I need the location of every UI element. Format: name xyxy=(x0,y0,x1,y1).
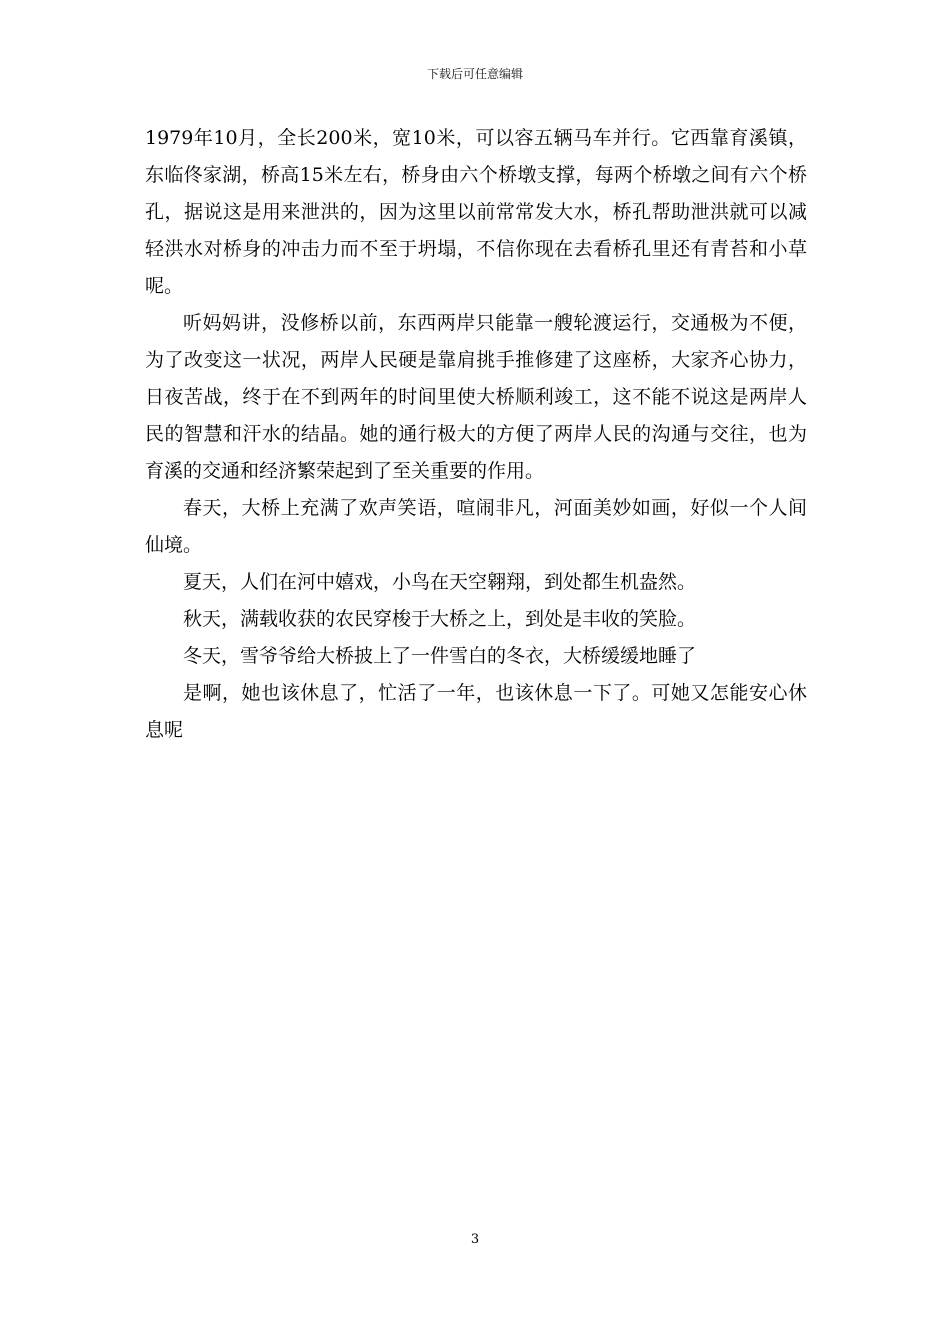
page-number: 3 xyxy=(470,1232,480,1247)
paragraph-5: 秋天，满载收获的农民穿梭于大桥之上，到处是丰收的笑脸。 xyxy=(183,608,697,630)
document-body xyxy=(145,120,807,749)
page-header: 下载后可任意编辑 xyxy=(426,67,523,81)
paragraph-1: 1979年10月，全长200米，宽10米，可以容五辆马车并行。它西靠育溪镇，东临佟家湖，桥高15米左右，桥身由六个桥墩支撑，每两个桥墩之间有六个桥孔，据说这是用来泄洪的，因为这里以前常常发大水，桥孔帮助泄洪就可以减轻洪水对桥身的冲击力而不至于坍塌，不信你现在去看桥孔里还有青苔和小草呢。 xyxy=(145,127,807,297)
paragraph-7: 是啊，她也该休息了，忙活了一年，也该休息一下了。可她又怎能安心休息呢 xyxy=(145,682,807,741)
paragraph-3: 春天，大桥上充满了欢声笑语，喧闹非凡，河面美妙如画，好似一个人间仙境。 xyxy=(145,497,807,556)
paragraph-6: 冬天，雪爷爷给大桥披上了一件雪白的冬衣，大桥缓缓地睡了 xyxy=(183,645,697,667)
paragraph-2: 听妈妈讲，没修桥以前，东西两岸只能靠一艘轮渡运行，交通极为不便，为了改变这一状况，两岸人民硬是靠肩挑手推修建了这座桥，大家齐心协力，日夜苦战，终于在不到两年的时间里使大桥顺利竣工，这不能不说这是两岸人民的智慧和汗水的结晶。她的通行极大的方便了两岸人民的沟通与交往，也为育溪的交通和经济繁荣起到了至关重要的作用。 xyxy=(145,312,807,482)
paragraph-4: 夏天，人们在河中嬉戏，小鸟在天空翱翔，到处都生机盎然。 xyxy=(183,571,697,593)
